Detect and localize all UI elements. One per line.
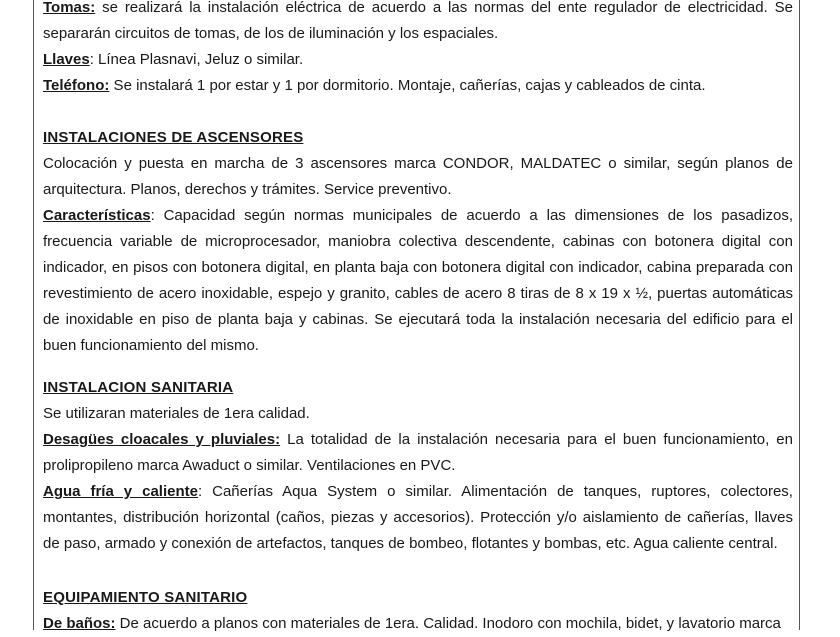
blank-line-1 [43,99,793,125]
paragraph-agua-fria-caliente [43,479,793,557]
paragraph-telefono [43,73,793,99]
run-text-telefono: Se instalará 1 por estar y 1 por dormitorio. Montaje, cañerías, cajas y cableados de cinta. [109,77,706,94]
run-label-caracteristicas: Características [43,207,151,224]
heading-text-equipamiento: EQUIPAMIENTO SANITARIO [43,589,248,606]
run-label-tomas: Tomas: [43,0,96,16]
table-border-right [799,0,801,630]
run-label-telefono: Teléfono: [43,77,110,94]
document-content [43,0,793,637]
paragraph-sanitaria-intro [43,401,793,427]
table-border-left [33,0,35,630]
run-label-desagues: Desagües cloacales y pluviales: [43,431,281,448]
run-text-desagues: La totalidad de la instalación necesaria para el buen funcionamiento, en prolipropileno marca Awaduct o similar. Ventilaciones en PVC. [43,431,793,474]
run-text-tomas: se realizará la instalación eléctrica de acuerdo a las normas del ente regulador de electricidad. Se separarán circuitos de tomas, de los de iluminación y los espaciales. [43,0,793,42]
paragraph-llaves [43,47,793,73]
heading-instalacion-sanitaria [43,375,793,401]
run-label-agua: Agua fría y caliente [43,483,198,500]
heading-instalaciones-ascensores [43,125,793,151]
run-text-de-banos: De acuerdo a planos con materiales de 1era. Calidad. Inodoro con mochila, bidet, y lavatorio marca [115,615,781,632]
paragraph-de-banos [43,611,793,637]
paragraph-desagues [43,427,793,479]
run-label-llaves: Llaves [43,51,90,68]
blank-line-3 [43,557,793,585]
heading-text-sanitaria: INSTALACION SANITARIA [43,379,234,396]
heading-text-ascensores: INSTALACIONES DE ASCENSORES [43,129,304,146]
run-text-caracteristicas: : Capacidad según normas municipales de acuerdo a las dimensiones de los pasadizos, frecuencia variable de microprocesador, maniobra colectiva descendente, cabinas con botonera digital con indicador, en pisos con botonera digital, en planta baja con botonera digital con indicador, cabina preparada con revestimiento de acero inoxidable, espejo y granito, cables de acero 8 tiras de 8 x 19 x ½, puertas automáticas de inoxidable en piso de planta baja y cabinas. Se ejecutará toda la instalación necesaria del edificio para el buen funcionamiento del mismo. [43,207,793,354]
run-label-de-banos: De baños: [43,615,116,632]
paragraph-caracteristicas [43,203,793,359]
run-text-llaves: : Línea Plasnavi, Jeluz o similar. [89,51,304,68]
blank-line-2 [43,359,793,375]
heading-equipamiento-sanitario [43,585,793,611]
run-text-ascensores-intro: Colocación y puesta en marcha de 3 ascensores marca CONDOR, MALDATEC o similar, según planos de arquitectura. Planos, derechos y trámites. Service preventivo. [43,155,793,198]
paragraph-tomas [43,0,793,47]
run-text-agua: : Cañerías Aqua System o similar. Alimentación de tanques, ruptores, colectores, montantes, distribución horizontal (caños, piezas y accesorios). Protección y/o aislamiento de cañerías, llaves de paso, armado y conexión de artefactos, tanques de bombeo, flotantes y bombas, etc. Agua caliente central. [43,483,793,552]
paragraph-ascensores-intro [43,151,793,203]
run-text-sanitaria-intro: Se utilizaran materiales de 1era calidad. [43,405,310,422]
